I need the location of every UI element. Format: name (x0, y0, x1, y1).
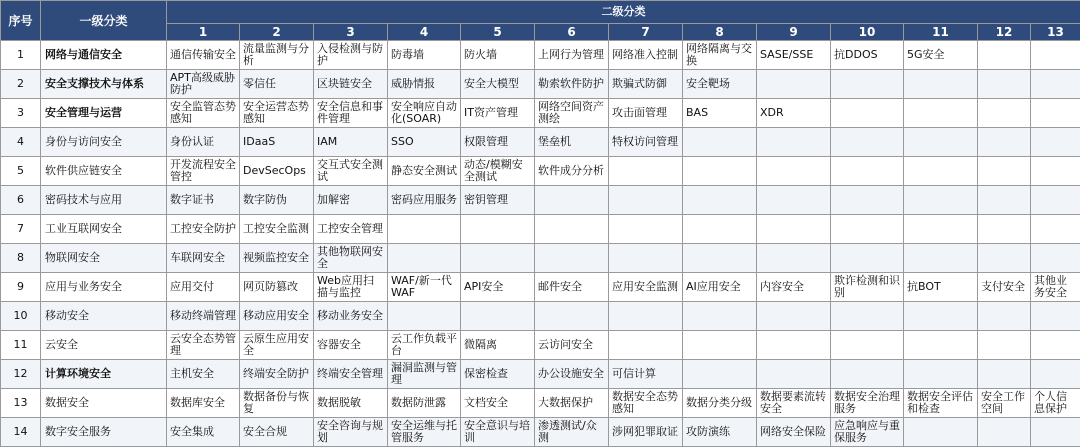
subcategory-cell (904, 215, 978, 244)
subcategory-cell: 欺诈检测和识别 (831, 273, 904, 302)
subcategory-cell (831, 128, 904, 157)
table-row (1, 389, 1080, 418)
category1-header: 一级分类 (41, 1, 167, 41)
subcategory-cell: 内容安全 (757, 273, 831, 302)
subcategory-cell: 特权访问管理 (609, 128, 683, 157)
table-body (1, 41, 1080, 447)
subcategory-cell (904, 244, 978, 273)
subcategory-cell: 攻防演练 (683, 418, 757, 447)
subcategory-cell: 数字证书 (167, 186, 240, 215)
subcategory-cell: IDaaS (240, 128, 314, 157)
table-row (1, 157, 1080, 186)
subcategory-cell (904, 157, 978, 186)
subcategory-cell (683, 215, 757, 244)
table-row (1, 41, 1080, 70)
subcategory-cell: 数据备份与恢复 (240, 389, 314, 418)
subcategory-cell (978, 128, 1031, 157)
subcategory-cell (904, 70, 978, 99)
subcategory-cell (757, 128, 831, 157)
subcategory-cell (757, 331, 831, 360)
row-seq-cell: 7 (1, 215, 41, 244)
subcategory-cell (1031, 244, 1080, 273)
subcategory-cell (831, 360, 904, 389)
subcategory-cell (609, 244, 683, 273)
subcategory-cell (535, 186, 609, 215)
subcategory-cell: 应急响应与重保服务 (831, 418, 904, 447)
subcategory-cell: 漏洞监测与管理 (388, 360, 461, 389)
subcategory-cell: 工控安全管理 (314, 215, 388, 244)
subcategory-cell: 身份认证 (167, 128, 240, 157)
subcategory-cell: 终端安全管理 (314, 360, 388, 389)
category2-header: 二级分类 (167, 1, 1080, 24)
subcategory-cell: SASE/SSE (757, 41, 831, 70)
subcategory-cell: 其他物联网安全 (314, 244, 388, 273)
subcategory-cell (683, 360, 757, 389)
subcategory-cell (757, 302, 831, 331)
subcategory-cell (609, 302, 683, 331)
subcategory-cell: 安全工作空间 (978, 389, 1031, 418)
row-category-cell: 安全管理与运营 (41, 99, 167, 128)
subcategory-cell (978, 215, 1031, 244)
table-row (1, 418, 1080, 447)
subcategory-cell (757, 360, 831, 389)
row-seq-cell: 11 (1, 331, 41, 360)
subcategory-cell (388, 215, 461, 244)
row-seq-cell: 4 (1, 128, 41, 157)
row-seq-cell: 3 (1, 99, 41, 128)
subcategory-cell (831, 186, 904, 215)
subcategory-cell: 办公设施安全 (535, 360, 609, 389)
subcategory-cell (683, 244, 757, 273)
table-row (1, 244, 1080, 273)
subcategory-cell: 勒索软件防护 (535, 70, 609, 99)
subcategory-cell (757, 70, 831, 99)
subcategory-cell: 加解密 (314, 186, 388, 215)
subcategory-cell: 移动应用安全 (240, 302, 314, 331)
row-category-cell: 身份与访问安全 (41, 128, 167, 157)
subcategory-cell: 安全靶场 (683, 70, 757, 99)
subcategory-cell: 安全信息和事件管理 (314, 99, 388, 128)
subcategory-cell: 网页防篡改 (240, 273, 314, 302)
subcategory-cell: 文档安全 (461, 389, 535, 418)
table-row (1, 70, 1080, 99)
subcategory-cell (831, 157, 904, 186)
subcategory-cell: 视频监控安全 (240, 244, 314, 273)
subcategory-cell: 保密检查 (461, 360, 535, 389)
subcategory-cell (978, 331, 1031, 360)
subcategory-cell: 安全监管态势感知 (167, 99, 240, 128)
subcategory-cell: 入侵检测与防护 (314, 41, 388, 70)
subcategory-cell: 开发流程安全管控 (167, 157, 240, 186)
subcategory-cell: 数据安全态势感知 (609, 389, 683, 418)
subcategory-cell: 攻击面管理 (609, 99, 683, 128)
subcategory-cell (757, 157, 831, 186)
table-header (1, 1, 1080, 41)
subcategory-cell (978, 41, 1031, 70)
subcategory-cell: 安全集成 (167, 418, 240, 447)
row-seq-cell: 13 (1, 389, 41, 418)
subcategory-cell (978, 244, 1031, 273)
subcategory-cell: 软件成分分析 (535, 157, 609, 186)
subcategory-cell (1031, 360, 1080, 389)
table-row (1, 302, 1080, 331)
table-row (1, 360, 1080, 389)
subcategory-cell (535, 215, 609, 244)
subcategory-cell (1031, 128, 1080, 157)
row-category-cell: 数字安全服务 (41, 418, 167, 447)
subcategory-cell: 网络隔离与交换 (683, 41, 757, 70)
subcategory-cell: 移动终端管理 (167, 302, 240, 331)
subcategory-cell (388, 302, 461, 331)
subcategory-cell (683, 331, 757, 360)
subcategory-cell: 渗透测试/众测 (535, 418, 609, 447)
subcategory-cell: IAM (314, 128, 388, 157)
subcategory-cell: 涉网犯罪取证 (609, 418, 683, 447)
column-number-header: 13 (1031, 24, 1080, 41)
row-category-cell: 密码技术与应用 (41, 186, 167, 215)
seq-header: 序号 (1, 1, 41, 41)
subcategory-cell (683, 186, 757, 215)
subcategory-cell: 工控安全监测 (240, 215, 314, 244)
subcategory-cell (1031, 331, 1080, 360)
column-number-header: 7 (609, 24, 683, 41)
subcategory-cell: 主机安全 (167, 360, 240, 389)
subcategory-cell: 工控安全防护 (167, 215, 240, 244)
subcategory-cell: 静态安全测试 (388, 157, 461, 186)
subcategory-cell: 安全合规 (240, 418, 314, 447)
subcategory-cell (1031, 157, 1080, 186)
subcategory-cell: 应用交付 (167, 273, 240, 302)
table-row (1, 128, 1080, 157)
subcategory-cell: AI应用安全 (683, 273, 757, 302)
row-category-cell: 安全支撑技术与体系 (41, 70, 167, 99)
subcategory-cell (1031, 215, 1080, 244)
subcategory-cell (831, 331, 904, 360)
row-category-cell: 移动安全 (41, 302, 167, 331)
subcategory-cell: Web应用扫描与监控 (314, 273, 388, 302)
subcategory-cell: 上网行为管理 (535, 41, 609, 70)
subcategory-cell: 云原生应用安全 (240, 331, 314, 360)
row-category-cell: 计算环境安全 (41, 360, 167, 389)
subcategory-cell: 其他业务安全 (1031, 273, 1080, 302)
subcategory-cell (904, 418, 978, 447)
table-row (1, 99, 1080, 128)
subcategory-cell (461, 244, 535, 273)
row-category-cell: 工业互联网安全 (41, 215, 167, 244)
subcategory-cell (609, 157, 683, 186)
subcategory-cell: 区块链安全 (314, 70, 388, 99)
subcategory-cell (831, 99, 904, 128)
subcategory-cell: APT高级威胁防护 (167, 70, 240, 99)
subcategory-cell (757, 244, 831, 273)
subcategory-cell: 安全响应自动化(SOAR) (388, 99, 461, 128)
subcategory-cell (609, 331, 683, 360)
subcategory-cell (978, 418, 1031, 447)
subcategory-cell: 个人信息保护 (1031, 389, 1080, 418)
row-category-cell: 软件供应链安全 (41, 157, 167, 186)
subcategory-cell: 交互式安全测试 (314, 157, 388, 186)
subcategory-cell: 数据安全治理服务 (831, 389, 904, 418)
subcategory-cell (1031, 70, 1080, 99)
row-seq-cell: 5 (1, 157, 41, 186)
subcategory-cell: 安全咨询与规划 (314, 418, 388, 447)
subcategory-cell: 网络空间资产测绘 (535, 99, 609, 128)
row-category-cell: 数据安全 (41, 389, 167, 418)
subcategory-cell: 移动业务安全 (314, 302, 388, 331)
subcategory-cell (904, 99, 978, 128)
subcategory-cell: 权限管理 (461, 128, 535, 157)
subcategory-cell: 终端安全防护 (240, 360, 314, 389)
subcategory-cell: 可信计算 (609, 360, 683, 389)
subcategory-cell: 网络安全保险 (757, 418, 831, 447)
column-number-header: 10 (831, 24, 904, 41)
subcategory-cell: 零信任 (240, 70, 314, 99)
subcategory-cell (683, 302, 757, 331)
subcategory-cell: 数据脱敏 (314, 389, 388, 418)
subcategory-cell (1031, 99, 1080, 128)
column-number-header: 3 (314, 24, 388, 41)
subcategory-cell (535, 244, 609, 273)
subcategory-cell: 密钥管理 (461, 186, 535, 215)
row-seq-cell: 2 (1, 70, 41, 99)
subcategory-cell (831, 302, 904, 331)
subcategory-cell (904, 360, 978, 389)
subcategory-cell: 数据要素流转安全 (757, 389, 831, 418)
subcategory-cell: 数据分类分级 (683, 389, 757, 418)
subcategory-cell (978, 157, 1031, 186)
row-seq-cell: 14 (1, 418, 41, 447)
column-number-header: 9 (757, 24, 831, 41)
subcategory-cell (757, 186, 831, 215)
subcategory-cell: 数据库安全 (167, 389, 240, 418)
subcategory-cell (1031, 186, 1080, 215)
column-number-header: 6 (535, 24, 609, 41)
subcategory-cell: 应用安全监测 (609, 273, 683, 302)
column-number-header: 8 (683, 24, 757, 41)
subcategory-cell (904, 128, 978, 157)
subcategory-cell: 抗BOT (904, 273, 978, 302)
subcategory-cell (535, 302, 609, 331)
subcategory-cell: 堡垒机 (535, 128, 609, 157)
subcategory-cell: 网络准入控制 (609, 41, 683, 70)
subcategory-cell: 密码应用服务 (388, 186, 461, 215)
subcategory-cell: 支付安全 (978, 273, 1031, 302)
subcategory-cell (461, 302, 535, 331)
column-number-header: 5 (461, 24, 535, 41)
subcategory-cell: WAF/新一代WAF (388, 273, 461, 302)
subcategory-cell: 车联网安全 (167, 244, 240, 273)
table-row (1, 273, 1080, 302)
subcategory-cell: BAS (683, 99, 757, 128)
subcategory-cell (757, 215, 831, 244)
subcategory-cell (904, 186, 978, 215)
subcategory-cell (904, 302, 978, 331)
subcategory-cell: 动态/模糊安全测试 (461, 157, 535, 186)
column-number-header: 1 (167, 24, 240, 41)
row-category-cell: 物联网安全 (41, 244, 167, 273)
subcategory-cell: 流量监测与分析 (240, 41, 314, 70)
subcategory-cell (831, 244, 904, 273)
subcategory-cell: DevSecOps (240, 157, 314, 186)
subcategory-cell: 防毒墙 (388, 41, 461, 70)
row-seq-cell: 10 (1, 302, 41, 331)
subcategory-cell: 5G安全 (904, 41, 978, 70)
subcategory-cell (978, 70, 1031, 99)
row-seq-cell: 8 (1, 244, 41, 273)
column-number-header: 2 (240, 24, 314, 41)
subcategory-cell: 大数据保护 (535, 389, 609, 418)
subcategory-cell: 安全意识与培训 (461, 418, 535, 447)
row-seq-cell: 1 (1, 41, 41, 70)
subcategory-cell: 欺骗式防御 (609, 70, 683, 99)
subcategory-cell: XDR (757, 99, 831, 128)
subcategory-cell: 通信传输安全 (167, 41, 240, 70)
subcategory-cell (978, 302, 1031, 331)
subcategory-cell (831, 215, 904, 244)
row-seq-cell: 12 (1, 360, 41, 389)
subcategory-cell: 容器安全 (314, 331, 388, 360)
row-seq-cell: 9 (1, 273, 41, 302)
subcategory-cell (978, 99, 1031, 128)
subcategory-cell: 安全运营态势感知 (240, 99, 314, 128)
row-category-cell: 应用与业务安全 (41, 273, 167, 302)
subcategory-cell (609, 186, 683, 215)
subcategory-cell (1031, 302, 1080, 331)
subcategory-cell (831, 70, 904, 99)
subcategory-cell (388, 244, 461, 273)
subcategory-cell: 安全大模型 (461, 70, 535, 99)
subcategory-cell (461, 215, 535, 244)
subcategory-cell: 防火墙 (461, 41, 535, 70)
subcategory-cell (978, 186, 1031, 215)
subcategory-cell: 云工作负载平台 (388, 331, 461, 360)
table-row (1, 186, 1080, 215)
row-category-cell: 云安全 (41, 331, 167, 360)
subcategory-cell: 安全运维与托管服务 (388, 418, 461, 447)
table-row (1, 215, 1080, 244)
subcategory-cell: SSO (388, 128, 461, 157)
subcategory-cell (683, 157, 757, 186)
column-number-header: 12 (978, 24, 1031, 41)
subcategory-cell: 抗DDOS (831, 41, 904, 70)
row-category-cell: 网络与通信安全 (41, 41, 167, 70)
subcategory-cell: 云访问安全 (535, 331, 609, 360)
subcategory-cell: 数据防泄露 (388, 389, 461, 418)
subcategory-cell (1031, 41, 1080, 70)
subcategory-cell (904, 331, 978, 360)
row-seq-cell: 6 (1, 186, 41, 215)
subcategory-cell: 邮件安全 (535, 273, 609, 302)
column-number-header: 11 (904, 24, 978, 41)
subcategory-cell: 威胁情报 (388, 70, 461, 99)
table-row (1, 331, 1080, 360)
subcategory-cell (609, 215, 683, 244)
subcategory-cell: 数字防伪 (240, 186, 314, 215)
subcategory-cell: IT资产管理 (461, 99, 535, 128)
subcategory-cell: 数据安全评估和检查 (904, 389, 978, 418)
subcategory-cell (978, 360, 1031, 389)
column-number-header: 4 (388, 24, 461, 41)
subcategory-cell: 微隔离 (461, 331, 535, 360)
subcategory-cell: 云安全态势管理 (167, 331, 240, 360)
subcategory-cell (683, 128, 757, 157)
subcategory-cell: API安全 (461, 273, 535, 302)
subcategory-cell (1031, 418, 1080, 447)
